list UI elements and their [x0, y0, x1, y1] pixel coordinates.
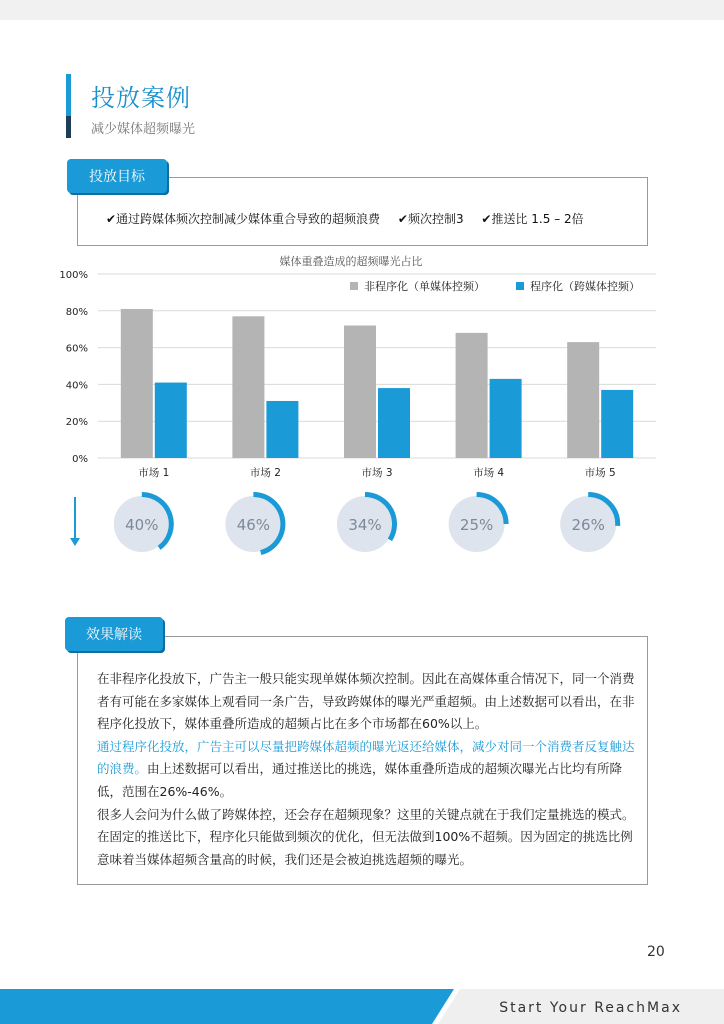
footer-blue-band [0, 989, 454, 1024]
bar [232, 316, 264, 458]
bar [121, 309, 153, 458]
effect-paragraph-1: 在非程序化投放下，广告主一般只能实现单媒体频次控制。因此在高媒体重合情况下，同一个消费者有可能在多家媒体上观看同一条广告，导致跨媒体的曝光严重超频。由上述数据可以看出，在非程序化投放下，媒体重叠所造成的超频占比在多个市场都在60%以上。 [97, 671, 635, 732]
y-tick-label: 20% [65, 417, 88, 429]
bar [344, 326, 376, 458]
legend-label: 非程序化（单媒体控频） [364, 280, 485, 293]
page-number: 20 [647, 944, 665, 960]
effect-badge: 效果解读 [65, 617, 163, 651]
footer-tagline: Start Your ReachMax [499, 1000, 682, 1016]
down-arrow-icon [70, 538, 80, 546]
effect-paragraph-2-rest: 由上述数据可以看出，通过推送比的挑选，媒体重叠所造成的超频次曝光占比均有所降低，范围在26%-46%。 [97, 761, 623, 799]
goal-badge: 投放目标 [67, 159, 167, 193]
overlap-chart [0, 248, 724, 558]
reduction-label: 40% [125, 516, 159, 534]
bar [601, 390, 633, 458]
y-tick-label: 80% [65, 306, 88, 318]
y-tick-label: 0% [72, 454, 88, 465]
chart-title: 媒体重叠造成的超频曝光占比 [279, 255, 423, 268]
bar [490, 379, 522, 458]
top-strip [0, 0, 724, 20]
page-title: 投放案例 [91, 84, 191, 112]
goal-items [106, 210, 598, 227]
x-tick-label: 市场 5 [584, 467, 616, 479]
x-tick-label: 市场 3 [361, 467, 393, 479]
down-arrow-line [74, 497, 76, 539]
bar [378, 388, 410, 458]
goal-item-3: ✔推送比 1.5 – 2倍 [481, 212, 584, 226]
reduction-label: 25% [459, 516, 494, 534]
effect-paragraph-3: 很多人会问为什么做了跨媒体控，还会存在超频现象？这里的关键点就在于我们定量挑选的模式。在固定的推送比下，程序化只能做到频次的优化，但无法做到100%不超频。因为固定的挑选比例意味着当媒体超频含量高的时候，我们还是会被迫挑选超频的曝光。 [97, 806, 635, 867]
y-tick-label: 100% [59, 270, 88, 281]
bar [456, 333, 488, 458]
y-tick-label: 40% [65, 380, 88, 392]
reduction-label: 46% [236, 516, 271, 534]
goal-item-1: ✔通过跨媒体频次控制减少媒体重合导致的超频浪费 [106, 212, 381, 226]
x-tick-label: 市场 4 [473, 467, 505, 479]
title-accent-bar-dark [66, 116, 71, 138]
x-tick-label: 市场 1 [138, 467, 170, 479]
reduction-label: 26% [571, 516, 605, 534]
legend-label: 程序化（跨媒体控频） [530, 280, 640, 293]
reduction-label: 34% [348, 516, 382, 534]
goal-item-2: ✔频次控制3 [397, 212, 464, 226]
legend-swatch [350, 282, 358, 290]
effect-paragraph-2 [97, 736, 637, 804]
x-tick-label: 市场 2 [249, 467, 281, 479]
y-tick-label: 60% [65, 343, 88, 355]
bar [155, 383, 187, 458]
bar [567, 342, 599, 458]
page-subtitle: 减少媒体超频曝光 [91, 122, 196, 137]
bar [266, 401, 298, 458]
effect-text [97, 668, 637, 871]
effect-highlight: 通过程序化投放，广告主可以尽量把跨媒体超频的曝光返还给媒体，减少对同一个消费者反复触达的浪费。 [97, 738, 635, 777]
legend-swatch [516, 282, 524, 290]
